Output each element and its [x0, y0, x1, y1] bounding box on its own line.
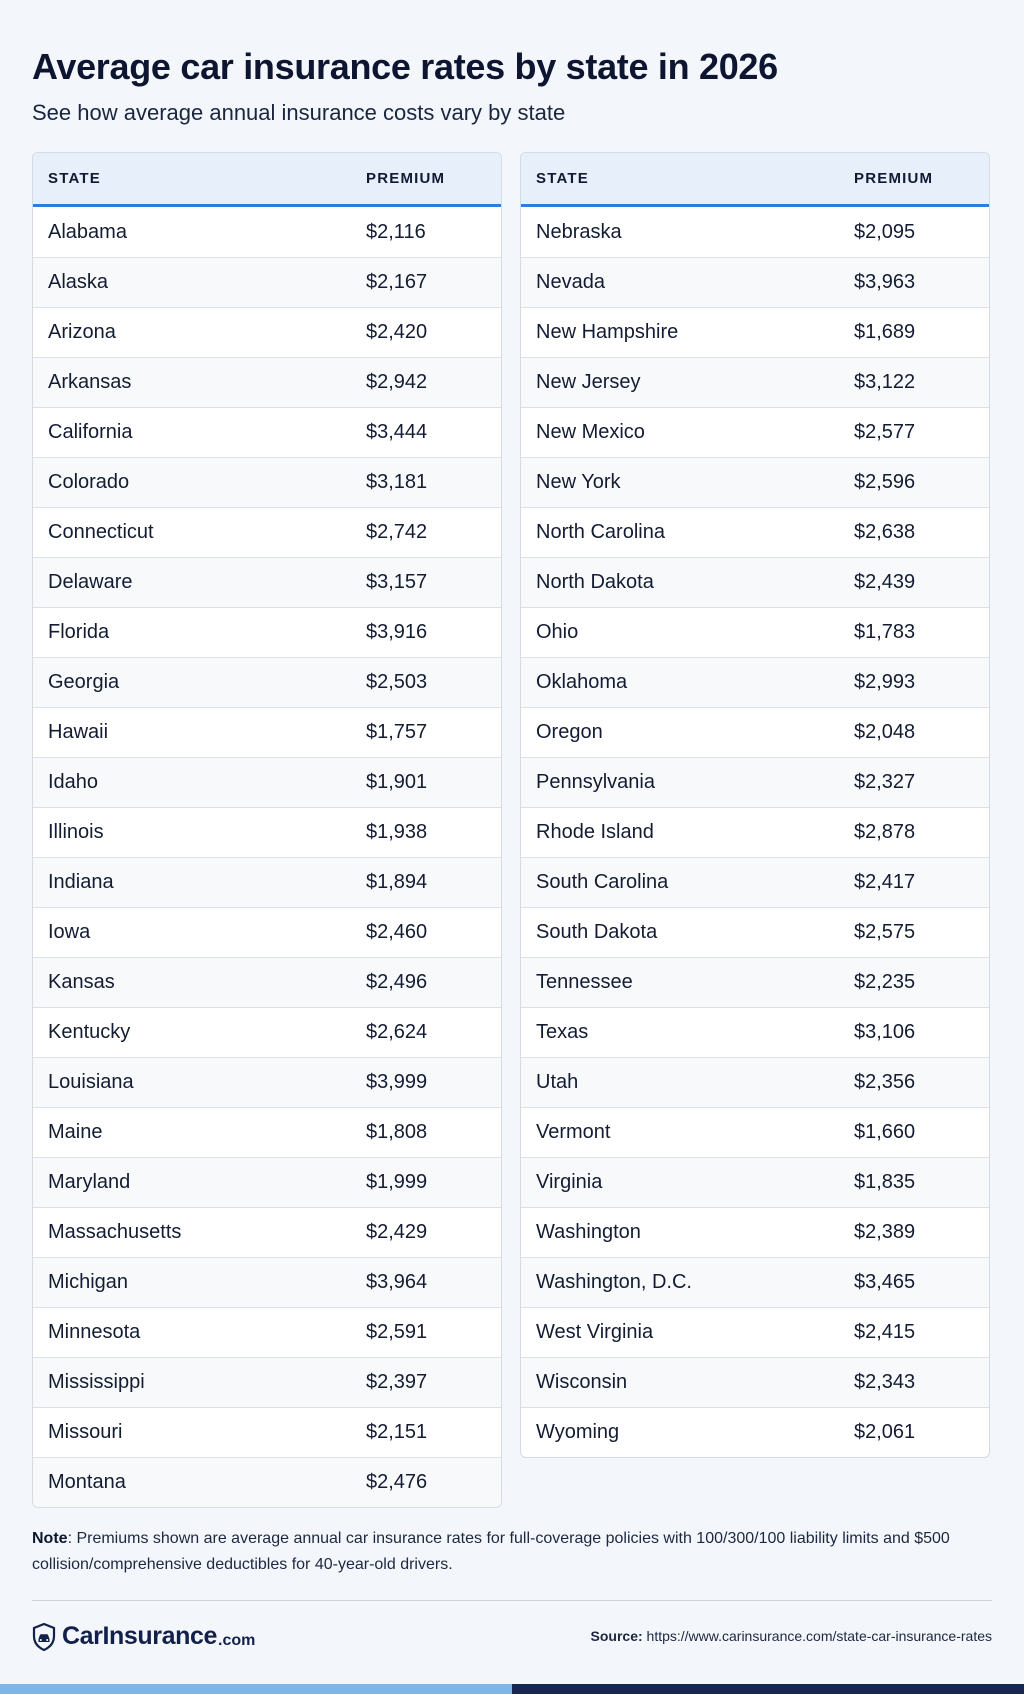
state-cell: Nevada	[536, 271, 605, 293]
premium-cell: $2,638	[854, 521, 916, 543]
premium-cell: $2,417	[854, 871, 916, 893]
table-row	[521, 1307, 989, 1357]
footer-bar-dark	[512, 1684, 1024, 1694]
table-row	[521, 1407, 989, 1457]
state-cell: Arkansas	[48, 371, 132, 393]
column-header-premium: PREMIUM	[854, 170, 934, 187]
premium-cell: $3,916	[366, 621, 428, 643]
table-row	[521, 1007, 989, 1057]
table-header	[521, 153, 989, 207]
premium-cell: $1,938	[366, 821, 428, 843]
premium-cell: $2,167	[366, 271, 428, 293]
premium-cell: $2,151	[366, 1421, 428, 1443]
premium-cell: $1,689	[854, 321, 916, 343]
state-cell: Maryland	[48, 1171, 131, 1193]
table-row	[521, 757, 989, 807]
table-row	[521, 1357, 989, 1407]
state-cell: Missouri	[48, 1421, 123, 1443]
premium-cell: $2,235	[854, 971, 916, 993]
state-cell: Tennessee	[536, 971, 633, 993]
column-header-premium: PREMIUM	[366, 170, 446, 187]
table-row	[521, 407, 989, 457]
table-row	[521, 957, 989, 1007]
state-cell: Massachusetts	[48, 1221, 182, 1243]
table-row	[33, 1057, 501, 1107]
state-cell: Iowa	[48, 921, 91, 943]
source-label: Source:	[590, 1628, 643, 1644]
premium-cell: $2,575	[854, 921, 916, 943]
table-row	[33, 907, 501, 957]
table-row	[33, 357, 501, 407]
note-label: Note	[32, 1530, 68, 1547]
table-body	[33, 207, 501, 1507]
table-row	[521, 1257, 989, 1307]
table-row	[33, 857, 501, 907]
table-row	[33, 1157, 501, 1207]
state-cell: Ohio	[536, 621, 579, 643]
state-cell: California	[48, 421, 133, 443]
premium-cell: $2,942	[366, 371, 428, 393]
state-cell: Hawaii	[48, 721, 109, 743]
table-row	[521, 1157, 989, 1207]
premium-cell: $1,808	[366, 1121, 428, 1143]
state-cell: Alaska	[48, 271, 109, 293]
state-cell: Illinois	[48, 821, 104, 843]
table-row	[521, 257, 989, 307]
state-cell: Indiana	[48, 871, 114, 893]
state-cell: Louisiana	[48, 1071, 134, 1093]
state-cell: Kentucky	[48, 1021, 131, 1043]
shield-car-icon	[32, 1623, 56, 1651]
premium-cell: $2,577	[854, 421, 916, 443]
state-cell: New Hampshire	[536, 321, 679, 343]
table-row	[33, 657, 501, 707]
table-row	[521, 507, 989, 557]
premium-cell: $2,415	[854, 1321, 916, 1343]
state-cell: Arizona	[48, 321, 116, 343]
state-cell: Georgia	[48, 671, 120, 693]
state-cell: Alabama	[48, 220, 127, 243]
table-row	[33, 507, 501, 557]
state-table-right	[520, 152, 990, 1458]
state-cell: New York	[536, 471, 621, 493]
table-row	[521, 207, 989, 257]
state-cell: Washington	[536, 1221, 641, 1243]
table-row	[521, 707, 989, 757]
table-row	[33, 707, 501, 757]
premium-cell: $2,624	[366, 1021, 428, 1043]
premium-cell: $2,343	[854, 1371, 916, 1393]
state-cell: Pennsylvania	[536, 771, 655, 793]
premium-cell: $2,327	[854, 771, 916, 793]
premium-cell: $3,999	[366, 1071, 428, 1093]
state-cell: South Dakota	[536, 921, 658, 943]
premium-cell: $2,061	[854, 1421, 916, 1443]
state-cell: Virginia	[536, 1171, 603, 1193]
premium-cell: $2,095	[854, 220, 916, 243]
premium-cell: $2,439	[854, 571, 916, 593]
table-row	[33, 1357, 501, 1407]
footnote	[32, 1526, 992, 1578]
state-cell: Oklahoma	[536, 671, 628, 693]
state-table-left	[32, 152, 502, 1508]
table-row	[521, 607, 989, 657]
table-row	[33, 757, 501, 807]
state-cell: Michigan	[48, 1271, 129, 1293]
state-cell: New Jersey	[536, 371, 641, 393]
table-row	[521, 907, 989, 957]
state-cell: Nebraska	[536, 220, 622, 243]
state-cell: Texas	[536, 1021, 589, 1043]
table-row	[33, 1007, 501, 1057]
premium-cell: $1,999	[366, 1171, 428, 1193]
premium-cell: $2,596	[854, 471, 916, 493]
state-cell: Montana	[48, 1471, 126, 1493]
table-row	[33, 1257, 501, 1307]
table-row	[521, 857, 989, 907]
premium-cell: $2,389	[854, 1221, 916, 1243]
state-cell: Minnesota	[48, 1321, 141, 1343]
premium-cell: $3,181	[366, 471, 428, 493]
premium-cell: $2,742	[366, 521, 428, 543]
table-row	[521, 1107, 989, 1157]
table-row	[33, 607, 501, 657]
table-row	[33, 1207, 501, 1257]
column-header-state: STATE	[48, 170, 101, 187]
table-row	[521, 807, 989, 857]
premium-cell: $1,757	[366, 721, 428, 743]
table-row	[521, 357, 989, 407]
table-row	[521, 557, 989, 607]
premium-cell: $2,356	[854, 1071, 916, 1093]
state-cell: Colorado	[48, 471, 130, 493]
table-row	[33, 307, 501, 357]
table-row	[33, 207, 501, 257]
state-cell: Kansas	[48, 971, 115, 993]
premium-cell: $2,420	[366, 321, 428, 343]
state-cell: Idaho	[48, 771, 99, 793]
premium-cell: $2,993	[854, 671, 916, 693]
footer-bar-light	[0, 1684, 512, 1694]
premium-cell: $2,503	[366, 671, 428, 693]
logo-suffix: .com	[218, 1631, 256, 1649]
premium-cell: $2,429	[366, 1221, 428, 1243]
state-cell: Oregon	[536, 721, 603, 743]
state-cell: Florida	[48, 621, 110, 643]
footer-divider	[32, 1600, 992, 1601]
source-credit	[591, 1628, 992, 1644]
table-row	[33, 807, 501, 857]
premium-cell: $2,460	[366, 921, 428, 943]
premium-cell: $1,783	[854, 621, 916, 643]
premium-cell: $3,465	[854, 1271, 916, 1293]
table-row	[33, 957, 501, 1007]
table-row	[521, 1057, 989, 1107]
premium-cell: $3,157	[366, 571, 428, 593]
state-cell: Utah	[536, 1071, 579, 1093]
state-cell: Rhode Island	[536, 821, 654, 843]
state-cell: Delaware	[48, 571, 133, 593]
page-title: Average car insurance rates by state in 2026	[32, 46, 778, 87]
state-cell: Wyoming	[536, 1421, 620, 1443]
table-row	[521, 457, 989, 507]
state-cell: South Carolina	[536, 871, 669, 893]
premium-cell: $2,878	[854, 821, 916, 843]
note-text: : Premiums shown are average annual car insurance rates for full-coverage policies with 100/300/100 liability limits and $500 collision/comprehensive deductibles for 40-year-old drivers.	[32, 1530, 950, 1573]
logo-wordmark: CarInsurance	[62, 1622, 217, 1650]
state-cell: North Dakota	[536, 571, 654, 593]
premium-cell: $3,444	[366, 421, 428, 443]
table-row	[521, 1207, 989, 1257]
table-body	[521, 207, 989, 1457]
premium-cell: $1,660	[854, 1121, 916, 1143]
premium-cell: $2,116	[366, 220, 426, 243]
table-row	[33, 1407, 501, 1457]
state-cell: Wisconsin	[536, 1371, 628, 1393]
page-subtitle: See how average annual insurance costs vary by state	[32, 100, 566, 125]
state-cell: West Virginia	[536, 1321, 654, 1343]
state-cell: Maine	[48, 1121, 103, 1143]
premium-cell: $2,048	[854, 721, 916, 743]
table-row	[33, 457, 501, 507]
premium-cell: $2,591	[366, 1321, 428, 1343]
premium-cell: $2,476	[366, 1471, 428, 1493]
state-cell: Washington, D.C.	[536, 1271, 692, 1293]
table-row	[33, 1457, 501, 1507]
premium-cell: $1,901	[366, 771, 428, 793]
state-cell: Connecticut	[48, 521, 154, 543]
state-cell: Vermont	[536, 1121, 611, 1143]
premium-cell: $3,122	[854, 371, 916, 393]
premium-cell: $1,835	[854, 1171, 916, 1193]
state-cell: Mississippi	[48, 1371, 145, 1393]
table-row	[33, 1307, 501, 1357]
table-row	[33, 257, 501, 307]
brand-logo	[32, 1622, 255, 1651]
table-row	[521, 657, 989, 707]
premium-cell: $3,964	[366, 1271, 428, 1293]
state-cell: North Carolina	[536, 521, 665, 543]
premium-cell: $3,963	[854, 271, 916, 293]
table-header	[33, 153, 501, 207]
table-row	[33, 1107, 501, 1157]
column-header-state: STATE	[536, 170, 589, 187]
premium-cell: $1,894	[366, 871, 428, 893]
premium-cell: $2,496	[366, 971, 428, 993]
table-row	[33, 407, 501, 457]
state-cell: New Mexico	[536, 421, 645, 443]
table-row	[33, 557, 501, 607]
table-row	[521, 307, 989, 357]
premium-cell: $3,106	[854, 1021, 916, 1043]
source-url: https://www.carinsurance.com/state-car-insurance-rates	[646, 1628, 992, 1644]
premium-cell: $2,397	[366, 1371, 428, 1393]
